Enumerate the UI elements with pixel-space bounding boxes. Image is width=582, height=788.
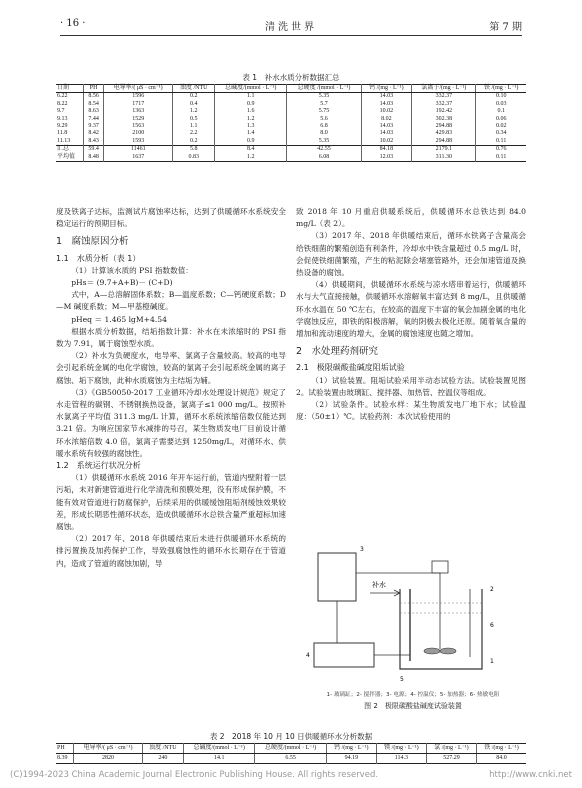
table1-cell: 6.22 <box>56 93 84 101</box>
table1-cell: 1637 <box>104 154 173 162</box>
table1-cell: 1717 <box>104 101 173 108</box>
table1-caption: 表 1 补水水质分析数据汇总 <box>242 73 340 82</box>
table1-row <box>56 101 526 108</box>
table1-cell: 0.34 <box>495 130 507 137</box>
table2-header: 总碱度/(mmol · L⁻¹) <box>183 744 254 754</box>
table1-cell: 42.55 <box>287 146 361 154</box>
table1-cell: 0.2 <box>173 138 215 146</box>
table1 <box>56 84 526 162</box>
table1-header: 铁 /(mg · L⁻¹) <box>476 85 526 93</box>
table1-row <box>56 154 526 162</box>
table2-cell: 114.3 <box>376 754 426 764</box>
table1-cell: 1.1 <box>173 123 215 130</box>
table1-cell: 1.2 <box>215 116 287 123</box>
table1-cell: 0.2 <box>173 93 215 101</box>
table1-cell: 9.37 <box>84 123 104 130</box>
table1-cell: 0.11 <box>496 153 507 160</box>
table1-cell: 0.06 <box>495 115 507 122</box>
table1-cell: 9.7 <box>56 108 84 115</box>
table1-cell: 0.03 <box>495 100 507 107</box>
table1-header: 日期 <box>56 85 84 93</box>
table2-cell: 84.0 <box>496 755 507 761</box>
table1-cell: 1.3 <box>215 123 287 130</box>
table1-cell: 8.43 <box>84 138 104 146</box>
table1-cell: 0.76 <box>476 146 526 154</box>
table1-cell: 8.63 <box>84 108 104 115</box>
table1-cell: 9.13 <box>56 116 84 123</box>
table1-cell: 14.03 <box>361 93 412 101</box>
paragraph: 度及铁离子达标，监测试片腐蚀率达标，达到了供暖循环水系统安全稳定运行的预期目标。 <box>56 207 286 229</box>
paragraph: （2）补水为负硬度水，电导率、氯离子含量较高。较高的电导会引起系统金属的电化学腐蚀，较高的氯离子会引起系统金属的离子腐蚀、垢下腐蚀，此种水质腐蚀为主结垢为辅。 <box>56 351 286 385</box>
table1-row <box>56 93 526 101</box>
table1-cell: 5.75 <box>287 108 361 115</box>
callout-number: 4 <box>306 652 310 659</box>
paragraph: （2）试验条件。试验水样：某生物质发电厂地下水；试验温度：（50±1）℃。试验药剂：本次试验使用的 <box>296 400 526 422</box>
copyright-notice: (C)1994-2023 China Academic Journal Electronic Publishing House. All rights reserved. <box>10 770 379 780</box>
table1-cell: 2.2 <box>173 130 215 137</box>
stirrer-motor <box>432 561 448 573</box>
table1-cell: 294.88 <box>412 123 476 130</box>
table1-cell: 1.2 <box>215 154 287 162</box>
table2-cell: 14.1 <box>183 754 254 764</box>
table2-cell: 6.55 <box>255 754 326 764</box>
table1-cell: 11.8 <box>56 130 84 137</box>
table1-header-row <box>56 85 526 93</box>
formula-phs: pHs＝ (9.7+A+B)－ (C+D) <box>71 278 173 288</box>
table1-cell: 429.83 <box>412 130 476 137</box>
table1-row <box>56 130 526 137</box>
page-number: · 16 · <box>60 18 86 29</box>
right-column <box>296 206 526 423</box>
table2-header: 浊度 /NTU <box>142 744 183 754</box>
table1-cell: 0.10 <box>495 93 507 100</box>
impeller-blade <box>424 648 440 654</box>
table1-header: 钙 /(mg · L⁻¹) <box>361 85 412 93</box>
table2-header: 钙 /(mg · L⁻¹) <box>326 744 376 754</box>
table2-cell: 240 <box>142 754 183 764</box>
figure2-caption: 图 2 极限碳酸盐碱度试验装置 <box>364 702 462 710</box>
table1-cell: 2179.1 <box>412 146 476 154</box>
table1-cell: 5.6 <box>287 116 361 123</box>
table1-cell: 汇总 <box>56 146 84 154</box>
power-supply-box <box>318 553 356 601</box>
table2-cell: 2820 <box>74 754 143 764</box>
table2-header: 总硬度/(mmol · L⁻¹) <box>255 744 326 754</box>
issue-number: 第 7 期 <box>489 22 522 33</box>
table1-cell: 5.8 <box>173 146 215 154</box>
table1-cell: 12.03 <box>361 154 412 162</box>
table1-cell: 14.03 <box>361 101 412 108</box>
table1-cell: 平均值 <box>56 154 84 162</box>
table1-cell: 5.35 <box>287 93 361 101</box>
section-heading-1: 1 腐蚀原因分析 <box>56 236 129 248</box>
paragraph: 根据水质分析数据，结垢指数计算：补水在未浓缩时的 PSI 指数为 7.91，属于腐蚀型水质。 <box>56 326 286 349</box>
inlet-label: 补水 <box>372 581 386 589</box>
table1-cell: 5.35 <box>287 138 361 146</box>
callout-number: 6 <box>490 622 494 629</box>
table1-cell: 8.02 <box>361 116 412 123</box>
table2-header: 铁 /(mg · L⁻¹) <box>476 744 526 754</box>
table1-cell: 10.02 <box>361 108 412 115</box>
table1-cell: 1.2 <box>173 108 215 115</box>
table1-body <box>56 93 526 162</box>
table1-cell: 1.4 <box>215 130 287 137</box>
table1-row <box>56 108 526 115</box>
table1-cell: 2100 <box>104 130 173 137</box>
table2-row <box>56 754 526 764</box>
table1-cell: 1.1 <box>215 93 287 101</box>
table1-cell: 1596 <box>104 93 173 101</box>
table1-cell: 1.6 <box>215 108 287 115</box>
callout-number: 5 <box>400 676 404 683</box>
paragraph: （1）计算该水质的 PSI 指数数值： <box>71 265 193 275</box>
table1-row <box>56 138 526 146</box>
table1-cell: 11461 <box>104 146 173 154</box>
table1-cell: 59.4 <box>84 146 104 154</box>
table1-cell: 332.37 <box>412 101 476 108</box>
table1-cell: 10.02 <box>361 138 412 146</box>
table1-cell: 192.42 <box>412 108 476 115</box>
table2-header: 电导率/( μS · cm⁻¹) <box>74 744 143 754</box>
table2-cell: 8.39 <box>56 754 74 764</box>
table1-cell: 0.02 <box>495 123 507 130</box>
table1-header: 总碱度/(mmol · L⁻¹) <box>215 85 287 93</box>
paragraph: 式中，A—总溶解固体系数；B—温度系数；C—钙硬度系数；D—M 碱度系数；M—甲基橙碱度。 <box>56 290 286 312</box>
table1-cell: 1363 <box>104 108 173 115</box>
table1-cell: 0.83 <box>173 154 215 162</box>
publisher-link[interactable]: http://www.cnki.net <box>489 770 572 780</box>
table1-row <box>56 146 526 154</box>
table1-cell: 7.44 <box>84 116 104 123</box>
table1-cell: 0.1 <box>497 108 505 115</box>
table1-cell: 302.38 <box>412 116 476 123</box>
table2-header-row <box>56 744 526 754</box>
table1-cell: 14.03 <box>361 130 412 137</box>
table1-row <box>56 123 526 130</box>
table1-cell: 11.13 <box>56 138 84 146</box>
section-heading-2: 2 水处理药剂研究 <box>296 346 379 358</box>
table1-cell: 6.08 <box>287 154 361 162</box>
paragraph: （3）《GB50050-2017 工业循环冷却水处理设计规范》规定了水走管程的碳钢、不锈钢换热设备，氯离子≤1 000 mg/L。按照补水氯离子平均值 311.3 mg/L 计算，循环水系统浓缩倍数仅能达到 3.21 倍。为响应国家节水减排的号召，某生物质发电厂目前设计循环水浓缩倍数 4.0 倍，氯离子需要达到 1250mg/L，对循环水、供暖水系统有较强的腐蚀性。 <box>56 387 286 458</box>
table1-cell: 8.22 <box>56 101 84 108</box>
table1-cell: 8.56 <box>84 93 104 101</box>
table1-cell: 332.37 <box>412 93 476 101</box>
paragraph: （1）试验装置。阻垢试验采用半动态试验方法。试验装置见图 2。试验装置由玻璃缸、搅拌器、加热管、控温仪等组成。 <box>296 375 526 397</box>
table1-cell: 14.03 <box>361 123 412 130</box>
table1-header: 浊度 /NTU <box>173 85 215 93</box>
callout-number: 2 <box>490 586 494 593</box>
table1-cell: 311.30 <box>412 154 476 162</box>
table2-cell: 527.29 <box>426 754 476 764</box>
subsection-heading-1-2: 1.2 系统运行状况分析 <box>56 461 141 471</box>
table1-cell: 0.11 <box>496 137 507 144</box>
table2-cell: 94.19 <box>326 754 376 764</box>
figure2-legend: 1- 玻璃缸；2- 搅拌器；3- 电源；4- 控温仪；5- 加热器；6- 热敏电阻 <box>326 692 500 698</box>
callout-number: 1 <box>490 658 494 665</box>
table2-caption: 表 2 2018 年 10 月 10 日供暖循环水分析数据 <box>209 732 373 741</box>
callout-number: 3 <box>360 546 364 553</box>
table1-cell: 8.54 <box>84 101 104 108</box>
page-header <box>60 18 522 34</box>
journal-title: 清洗世界 <box>265 22 317 33</box>
subsection-heading-2-1: 2.1 极限碳酸盐碱度阻垢试验 <box>296 363 405 373</box>
paragraph: 致 2018 年 10 月重启供暖系统后，供暖循环水总铁达到 84.0 mg/L（表 2）。 <box>296 207 526 229</box>
subsection-heading-1-1: 1.1 水质分析（表 1） <box>56 253 141 263</box>
table1-header: 氯离子/(mg · L⁻¹) <box>412 85 476 93</box>
table1-cell: 0.4 <box>173 101 215 108</box>
table1-cell: 9.29 <box>56 123 84 130</box>
impeller-blade <box>440 648 456 654</box>
table1-cell: 8.4 <box>215 146 287 154</box>
table2 <box>56 743 526 764</box>
table1-cell: 1563 <box>104 123 173 130</box>
paragraph: （4）供暖期间，供暖循环水系统与凉水塔串着运行，供暖循环水与大气直接接触，供暖循环水溶解氧丰富达到 8 mg/L，且供暖循环水水温在 50 ℃左右，在较高的温度下丰富的氧会加剧金属的电化学腐蚀反应，即铁的阳极溶解，氧的阴极去极化还原。随着氧含量的增加和流动速度的增大，金属的腐蚀速度也随之增加。 <box>296 280 526 339</box>
paragraph: （3）2017 年、2018 年供暖结束后，循环水铁离子含量高会给铁细菌的繁殖创造有利条件，冷却水中铁含量超过 0.5 mg/L 时，会促使铁细菌繁殖，产生的粘泥除会堵塞管路外，还会加速管道及换热设备的腐蚀。 <box>296 231 526 278</box>
table1-cell: 294.88 <box>412 138 476 146</box>
table1-cell: 84.18 <box>361 146 412 154</box>
table1-cell: 0.5 <box>173 116 215 123</box>
table1-cell: 8.42 <box>84 130 104 137</box>
table1-header: PH <box>84 85 104 93</box>
table1-cell: 8.48 <box>84 154 104 162</box>
left-column <box>56 206 286 570</box>
paragraph: （1）供暖循环水系统 2016 年开车运行前，管道内壁附着一层污垢，未对新建管道进行化学清洗和预膜处理，没有形成保护膜，不能有效对管道进行防腐保护，后续采用的供暖缓蚀阻垢剂缓蚀效果较差，形成长期恶性循环状态，造成供暖循环水总铁含量严重超标加速腐蚀。 <box>56 473 286 532</box>
table1-header: 电导率/( μS · cm⁻¹) <box>104 85 173 93</box>
table1-cell: 8.0 <box>287 130 361 137</box>
temp-controller-box <box>314 643 374 667</box>
table1-header: 总硬度 /(mmol · L⁻¹) <box>287 85 361 93</box>
table2-header: 镁 /(mg · L⁻¹) <box>376 744 426 754</box>
table1-cell: 1529 <box>104 116 173 123</box>
table1-cell: 6.8 <box>287 123 361 130</box>
table1-cell: 1593 <box>104 138 173 146</box>
table1-cell: 5.7 <box>287 101 361 108</box>
table2-header: 氯 /(mg · L⁻¹) <box>426 744 476 754</box>
figure2-apparatus <box>300 531 526 686</box>
table2-header: PH <box>56 744 74 754</box>
formula-pheq: pHeq ＝ 1.465 lgM+4.54 <box>71 314 167 324</box>
table1-cell: 0.9 <box>215 101 287 108</box>
table1-cell: 0.9 <box>215 138 287 146</box>
table1-row <box>56 116 526 123</box>
header-rule <box>60 35 522 36</box>
paragraph: （2）2017 年、2018 年供暖结束后未进行供暖循环水系统的排污置换及加药保护工作，导致强腐蚀性的循环水长期存在于管道内，造成了管道的腐蚀加剧，导 <box>56 534 286 568</box>
